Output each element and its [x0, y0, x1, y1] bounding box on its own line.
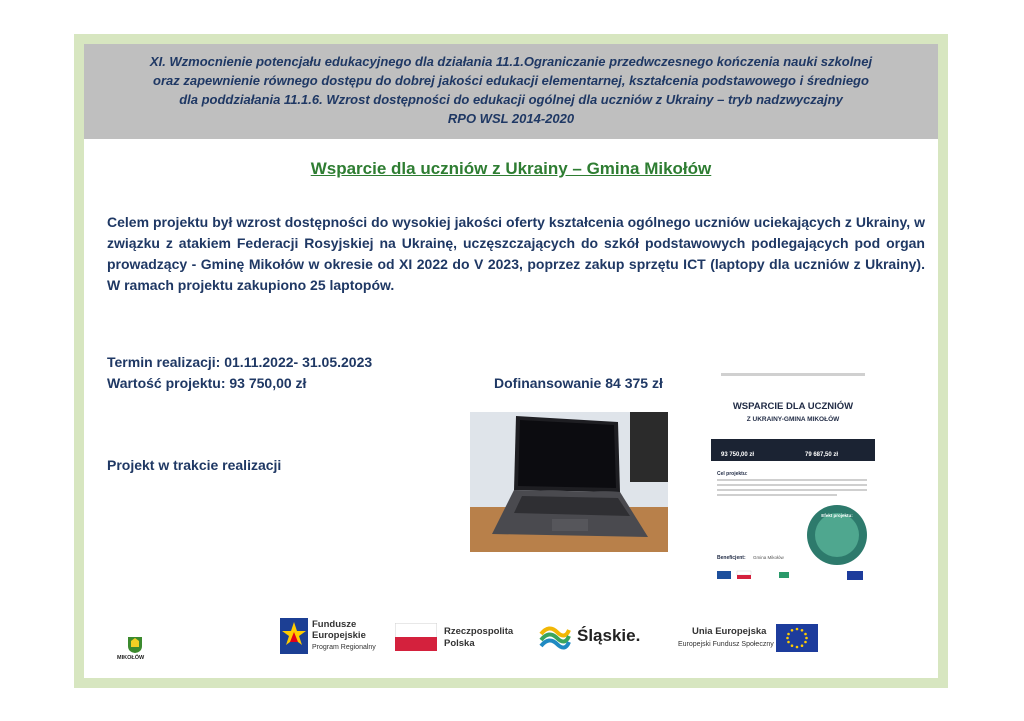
poster-beneficjent-name: Gmina Mikołów	[753, 555, 784, 560]
slaskie-logo	[539, 620, 659, 656]
fundusze-line-1: Fundusze	[312, 619, 357, 630]
project-title: Wsparcie dla uczniów z Ukrainy – Gmina Mikołów	[310, 159, 712, 178]
fundusze-line-2: Europejskie	[312, 630, 366, 641]
header-line-2: oraz zapewnienie równego dostępu do dobrej jakości edukacji elementarnej, kształcenia podstawowego i średniego	[153, 73, 869, 88]
ue-line-1: Unia Europejska	[692, 626, 767, 637]
wartosc-projektu: Wartość projektu: 93 750,00 zł	[107, 375, 307, 391]
project-poster	[709, 367, 877, 589]
poster-cel: Cel projektu:	[717, 471, 748, 477]
project-status: Projekt w trakcie realizacji	[107, 457, 282, 473]
rp-line-2: Polska	[444, 638, 475, 649]
mikolow-label: MIKOŁÓW	[117, 655, 145, 661]
poster-title-1: WSPARCIE DLA UCZNIÓW	[732, 401, 854, 412]
project-description: Celem projektu był wzrost dostępności do wysokiej jakości oferty kształcenia ogólnego uczniów uciekających z Ukrainy, w związku z atakiem Federacji Rosyjskiej na Ukrainę, uczęszczających do szkół podstawowych podlegających pod organ prowadzący - Gminę Mikołów w okresie od XI 2022 do V 2023, poprzez zakup sprzętu ICT (laptopy dla uczniów z Ukrainy). W ramach projektu zakupiono 25 laptopów.	[107, 214, 925, 293]
poster-value-1: 93 750,00 zł	[721, 452, 755, 458]
program-header	[84, 44, 938, 139]
poster-title-2: Z UKRAINY-GMINA MIKOŁÓW	[746, 416, 840, 423]
ue-line-2: Europejski Fundusz Społeczny	[678, 641, 774, 648]
poster-beneficjent: Beneficjent:	[717, 555, 746, 561]
header-line-4: RPO WSL 2014-2020	[447, 111, 575, 126]
poster-value-2: 79 687,50 zł	[805, 452, 839, 458]
fundusze-europejskie-logo	[280, 616, 380, 656]
eu-flag-icon	[776, 624, 818, 652]
rp-line-1: Rzeczpospolita	[444, 626, 514, 637]
header-line-1: XI. Wzmocnienie potencjału edukacyjnego dla działania 11.1.Ograniczanie przedwczesnego kończenia nauki szkolnej	[149, 54, 873, 69]
poster-efekt: Efekt projektu:	[821, 513, 853, 518]
rzeczpospolita-polska-logo	[395, 620, 525, 656]
termin-realizacji: Termin realizacji: 01.11.2022- 31.05.2023	[107, 354, 373, 370]
header-line-3: dla poddziałania 11.1.6. Wzrost dostępności do edukacji ogólnej dla uczniów z Ukrainy – tryb nadzwyczajny	[179, 92, 843, 107]
slaskie-label: Śląskie.	[577, 626, 641, 645]
slaskie-waves-icon	[539, 622, 571, 652]
fundusze-line-3: Program Regionalny	[312, 644, 376, 651]
mikolow-logo	[117, 636, 157, 670]
fundusze-star-icon	[280, 618, 308, 654]
dofinansowanie: Dofinansowanie 84 375 zł	[494, 375, 663, 391]
polish-flag-icon	[395, 623, 437, 651]
unia-europejska-logo	[678, 620, 818, 656]
page-frame	[74, 34, 948, 688]
mikolow-crest-icon	[127, 636, 143, 654]
laptop-photo	[470, 412, 668, 552]
